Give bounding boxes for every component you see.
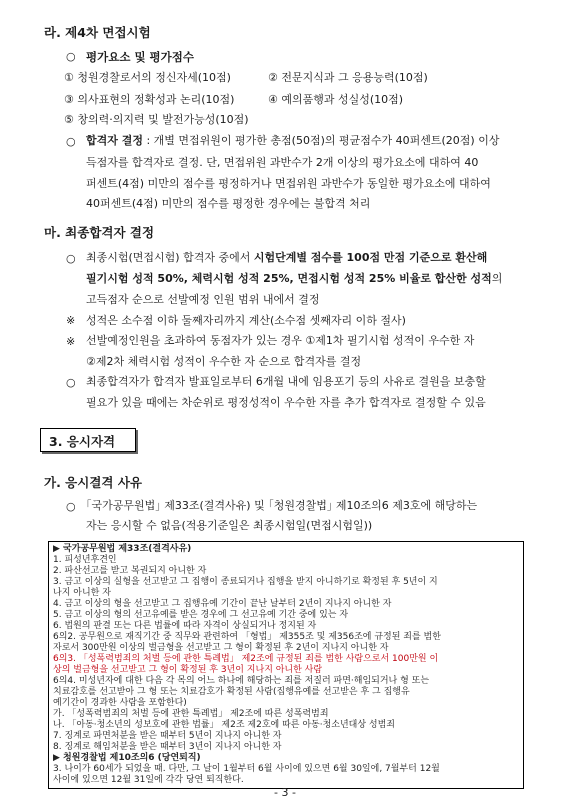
final-pass-text-d: 의	[491, 272, 503, 285]
reference-mark-icon: ※	[66, 335, 76, 348]
final-pass-line-2	[86, 272, 502, 286]
law-line: 8. 징계로 해임처분을 받은 때부터 3년이 지나지 아니한 자	[53, 742, 282, 752]
eval-item-1: ① 청원경찰로서의 정신자세(10점)	[64, 71, 231, 84]
pass-decision-line-4: 40퍼센트(4점) 미만의 점수를 평정한 경우에는 불합격 처리	[86, 197, 371, 210]
law-line: 4. 금고 이상의 형을 선고받고 그 집행유예 기간이 끝난 날부터 2년이 지나지 아니한 자	[53, 599, 392, 609]
law-line: 3. 나이가 60세가 되었을 때. 다만, 그 날이 1월부터 6월 사이에 있으면 6월 30일에, 7월부터 12월	[53, 764, 440, 774]
law-line: 1. 피성년후견인	[53, 555, 117, 565]
law-heading-guard: ▶ 청원경찰법 제10조의6 (당연퇴직)	[53, 753, 201, 763]
final-pass-text-c: 필기시험 성적 50%, 체력시험 성적 25%, 면접시험 성적 25% 비율로 합산한 성적	[86, 272, 492, 285]
eval-item-5: ⑤ 창의력·의지력 및 발전가능성(10점)	[64, 113, 249, 126]
law-line: 가. 「성폭력범죄의 처벌 등에 관한 특례법」 제2조에 따른 성폭력범죄	[53, 709, 329, 719]
section-3-title-box	[40, 428, 136, 452]
law-excerpt-box	[48, 541, 524, 789]
law-line: 사이에 있으면 12월 31일에 각각 당연 퇴직한다.	[53, 775, 244, 785]
circle-bullet-icon: ○	[66, 50, 76, 63]
eval-items-label: 평가요소 및 평가점수	[86, 50, 194, 64]
law-line-highlight: 상의 벌금형을 선고받고 그 형이 확정된 후 3년이 지나지 아니한 사람	[53, 665, 323, 675]
final-pass-text-b: 시험단계별 점수를 100점 만점 기준으로 환산해	[253, 251, 488, 264]
note-tie-line-1: 선발예정인원을 초과하여 동점자가 있는 경우 ①제1차 필기시험 성적이 우수한 자	[86, 334, 475, 347]
pass-decision-label: 합격자 결정	[86, 134, 143, 147]
note-tie-line-2: ②제2차 체력시험 성적이 우수한 자 순으로 합격자를 결정	[86, 355, 362, 368]
pass-decision-line-2: 득점자를 합격자로 결정. 단, 면접위원 과반수가 2개 이상의 평가요소에 대하여 40	[86, 156, 479, 169]
additional-pass-line-1: 최종합격자가 합격자 발표일로부터 6개월 내에 임용포기 등의 사유로 결원을 보충할	[86, 375, 486, 388]
disqualification-line-2: 자는 응시할 수 없음(적용기준일은 최종시험일(면접시험일))	[86, 519, 373, 532]
law-line: 2. 파산선고를 받고 복권되지 아니한 자	[53, 566, 207, 576]
additional-pass-line-2: 필요가 있을 때에는 차순위로 평정성적이 우수한 자를 추가 합격자로 결정할 수 있음	[86, 396, 486, 409]
section-3-title: 3. 응시자격	[49, 434, 116, 449]
section-heading-ga: 가. 응시결격 사유	[44, 475, 142, 490]
law-line: 7. 징계로 파면처분을 받은 때부터 5년이 지나지 아니한 자	[53, 731, 282, 741]
law-line: 3. 금고 이상의 실형을 선고받고 그 집행이 종료되거나 집행을 받지 아니하기로 확정된 후 5년이 지	[53, 577, 438, 587]
note-rounding: 성적은 소수점 이하 둘째자리까지 계산(소수점 셋째자리 이하 절사)	[86, 314, 406, 327]
eval-item-2: ② 전문지식과 그 응용능력(10점)	[268, 71, 428, 84]
law-line: 6. 법원의 판결 또는 다른 법률에 따라 자격이 상실되거나 정지된 자	[53, 621, 317, 631]
circle-bullet-icon: ○	[66, 252, 76, 265]
section-heading-ra: 라. 제4차 면접시험	[44, 25, 151, 40]
law-line: 5. 금고 이상의 형의 선고유예를 받은 경우에 그 선고유예 기간 중에 있는 자	[53, 610, 349, 620]
law-line: 6의2. 공무원으로 재직기간 중 직무와 관련하여 「형법」 제355조 및 제356조에 규정된 죄를 범한	[53, 632, 441, 642]
circle-bullet-icon: ○	[66, 500, 76, 513]
disqualification-line-1: ｢국가공무원법｣ 제33조(결격사유) 및 ｢청원경찰법｣ 제10조의6 제3호에 해당하는	[86, 499, 478, 512]
law-line: 치료감호를 선고받아 그 형 또는 치료감호가 확정된 사람(집행유예를 선고받은 후 그 집행유	[53, 687, 410, 697]
eval-item-4: ④ 예의품행과 성실성(10점)	[268, 93, 404, 106]
pass-decision-text: : 개별 면접위원이 평가한 총점(50점)의 평균점수가 40퍼센트(20점) 이상	[142, 134, 500, 147]
pass-decision-line-1	[86, 134, 499, 148]
law-line: 자로서 300만원 이상의 벌금형을 선고받고 그 형이 확정된 후 2년이 지나지 아니한 자	[53, 643, 389, 653]
eval-item-3: ③ 의사표현의 정확성과 논리(10점)	[64, 93, 235, 106]
final-pass-text-a: 최종시험(면접시험) 합격자 중에서	[86, 251, 254, 264]
final-pass-line-3: 고득점자 순으로 선발예정 인원 범위 내에서 결정	[86, 293, 320, 306]
law-line-highlight: 6의3. 「성폭력범죄의 처벌 등에 관한 특례법」 제2조에 규정된 죄를 범한 사람으로서 100만원 이	[53, 654, 439, 664]
pass-decision-line-3: 퍼센트(4점) 미만의 점수를 평정하거나 면접위원 과반수가 동일한 평가요소에 대하여	[86, 177, 491, 190]
section-heading-ma: 마. 최종합격자 결정	[44, 225, 155, 240]
law-line: 나. 「아동·청소년의 성보호에 관한 법률」 제2조 제2호에 따른 아동·청소년대상 성범죄	[53, 720, 395, 730]
law-heading-national: ▶ 국가공무원법 제33조(결격사유)	[53, 544, 192, 554]
law-line: 예기간이 경과한 사람을 포함한다)	[53, 698, 187, 708]
reference-mark-icon: ※	[66, 314, 76, 327]
page-number: - 3 -	[274, 786, 296, 799]
final-pass-line-1	[86, 251, 487, 265]
circle-bullet-icon: ○	[66, 135, 76, 148]
law-line: 6의4. 미성년자에 대한 다음 각 목의 어느 하나에 해당하는 죄를 저질러 파면·해임되거나 형 또는	[53, 676, 430, 686]
circle-bullet-icon: ○	[66, 376, 76, 389]
law-line: 나지 아니한 자	[53, 588, 111, 598]
